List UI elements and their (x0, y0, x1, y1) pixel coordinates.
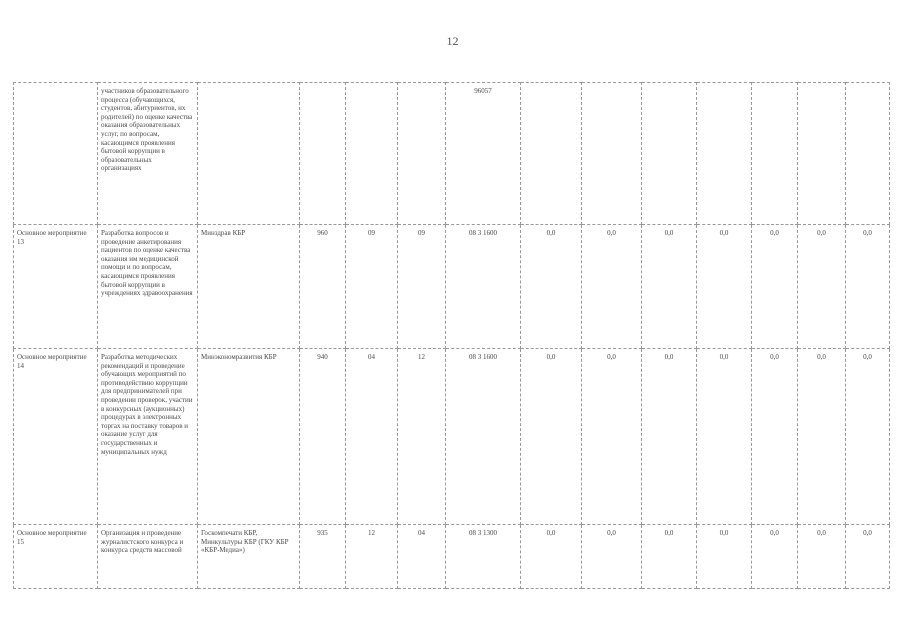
executor-cell: Минэкономразвития КБР (198, 349, 300, 525)
budget-table (13, 82, 890, 589)
rz-cell (346, 83, 398, 225)
value-cell: 0,0 (642, 525, 697, 589)
event-cell: Основное мероприятие 13 (14, 225, 98, 349)
table-row (14, 349, 890, 525)
value-cell: 0,0 (752, 225, 798, 349)
grbs-cell (300, 83, 346, 225)
pr-cell: 12 (398, 349, 446, 525)
value-cell: 0,0 (642, 225, 697, 349)
rz-cell: 09 (346, 225, 398, 349)
value-cell: 0,0 (697, 349, 752, 525)
value-cell (752, 83, 798, 225)
pr-cell (398, 83, 446, 225)
value-cell: 0,0 (582, 525, 642, 589)
value-cell: 0,0 (846, 225, 890, 349)
table-row (14, 525, 890, 589)
value-cell: 0,0 (798, 525, 846, 589)
description-cell: Организация и проведение журналистского конкурса и конкурса средств массовой (98, 525, 198, 589)
value-cell: 0,0 (582, 225, 642, 349)
value-cell: 0,0 (798, 225, 846, 349)
value-cell (582, 83, 642, 225)
value-cell: 0,0 (697, 525, 752, 589)
value-cell: 0,0 (582, 349, 642, 525)
csr-cell: 96057 (446, 83, 521, 225)
grbs-cell: 960 (300, 225, 346, 349)
event-cell: Основное мероприятие 14 (14, 349, 98, 525)
value-cell: 0,0 (521, 525, 582, 589)
value-cell: 0,0 (752, 525, 798, 589)
value-cell: 0,0 (798, 349, 846, 525)
event-cell: Основное мероприятие 15 (14, 525, 98, 589)
executor-cell: Минздрав КБР (198, 225, 300, 349)
value-cell (697, 83, 752, 225)
rz-cell: 04 (346, 349, 398, 525)
value-cell (798, 83, 846, 225)
value-cell (521, 83, 582, 225)
value-cell: 0,0 (697, 225, 752, 349)
page-number: 12 (446, 34, 459, 48)
value-cell (846, 83, 890, 225)
rz-cell: 12 (346, 525, 398, 589)
grbs-cell: 935 (300, 525, 346, 589)
value-cell: 0,0 (521, 225, 582, 349)
description-cell: участников образовательного процесса (обучающихся, студентов, абитуриентов, их родителей) по оценке качества оказания образовательных услуг, по вопросам, касающимся проявления бытовой коррупции в образовательных организациях (98, 83, 198, 225)
value-cell: 0,0 (846, 525, 890, 589)
event-cell (14, 83, 98, 225)
executor-cell (198, 83, 300, 225)
value-cell (642, 83, 697, 225)
value-cell: 0,0 (521, 349, 582, 525)
description-cell: Разработка методических рекомендаций и проведение обучающих мероприятий по противодействию коррупции для предпринимателей при проведении проверок, участии в конкурсных (аукционных) процедурах в электронных торгах на поставку товаров и оказание услуг для государственных и муниципальных нужд (98, 349, 198, 525)
csr-cell: 08 3 1300 (446, 525, 521, 589)
executor-cell: Госкомпечати КБР, Минкультуры КБР (ГКУ КБР «КБР-Медиа») (198, 525, 300, 589)
value-cell: 0,0 (846, 349, 890, 525)
pr-cell: 09 (398, 225, 446, 349)
table-row (14, 225, 890, 349)
description-cell: Разработка вопросов и проведение анкетирования пациентов по оценке качества оказания им медицинской помощи и по вопросам, касающимся проявления бытовой коррупции в учреждениях здравоохранения (98, 225, 198, 349)
csr-cell: 08 3 1600 (446, 225, 521, 349)
value-cell: 0,0 (642, 349, 697, 525)
csr-cell: 08 3 1600 (446, 349, 521, 525)
pr-cell: 04 (398, 525, 446, 589)
table-row (14, 83, 890, 225)
value-cell: 0,0 (752, 349, 798, 525)
grbs-cell: 940 (300, 349, 346, 525)
